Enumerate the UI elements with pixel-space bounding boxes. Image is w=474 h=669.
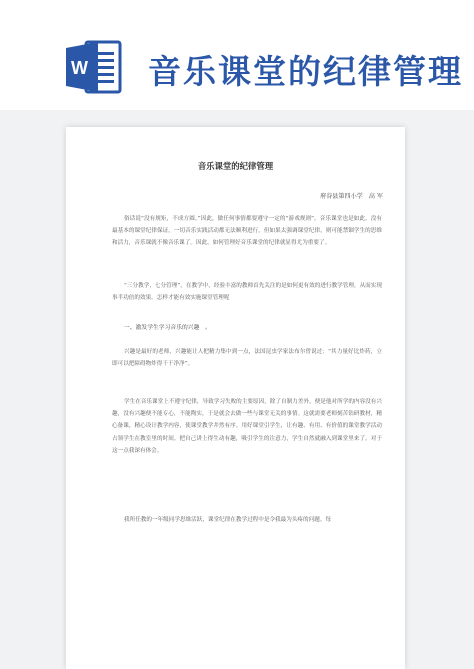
banner-title: 音乐课堂的纪律管理 bbox=[148, 52, 463, 91]
paragraph-intro: 俗话说“没有规矩，不成方圆。”因此，做任何事情都要遵守一定的“游戏规则”，音乐课堂也是如此。没有最基本的课堂纪律保证，一切音乐实践活动都无法顺利进行。但如果太强调课堂纪律，则可能禁锢学生的思维和活力，音乐课就不像音乐课了。因此，如何管理好音乐课堂的纪律就显得尤为重要了。 bbox=[112, 216, 382, 247]
paragraph-first-grade: 我所任教的一年级同学思维活跃，课堂纪律在教学过程中是令我最为头疼的问题。每 bbox=[124, 517, 331, 523]
banner-header bbox=[0, 0, 474, 110]
document-title: 音乐课堂的纪律管理 bbox=[197, 161, 274, 171]
author-line: 府谷县第四小学 高 军 bbox=[320, 193, 383, 200]
paragraph-management: “三分教学，七分管理”，在教学中，经验丰富的教师首先关注的是如何更有效的进行教学管理，从而实现事半功倍的效果。怎样才能有效实施课堂管理呢 bbox=[112, 283, 382, 302]
paragraph-interest: 兴趣是最好的老师，兴趣能让人把精力集中到一点，法国昆虫学家法布尔曾说过：“其力量好比炸药，立即可以把障碍物炸得干干净净”。 bbox=[112, 349, 382, 368]
section-heading-1: 一、激发学生学习音乐的兴趣 。 bbox=[124, 325, 211, 331]
word-icon bbox=[64, 38, 124, 96]
document-page bbox=[66, 127, 405, 669]
svg-text:W: W bbox=[71, 58, 88, 78]
paragraph-discipline: 学生在音乐课堂上不遵守纪律，导致学习失败的主要原因，除了自制力差外，便是他对所学的内容没有兴趣，没有兴趣便不能专心，不能陶实，于是就会去做一些与课堂无关的事情。这就需要老师刻苦钻研教材，精心备课，精心设计教学内容，使课堂教学井然有序。用好课堂引学生，让有趣、有用、有价值的课堂教学活动占领学生在教室里的时间。把自己讲上得生动有趣，吸引学生的注意力，学生自然就融入到课堂里来了。对于这一点我深有体会。 bbox=[112, 399, 382, 454]
